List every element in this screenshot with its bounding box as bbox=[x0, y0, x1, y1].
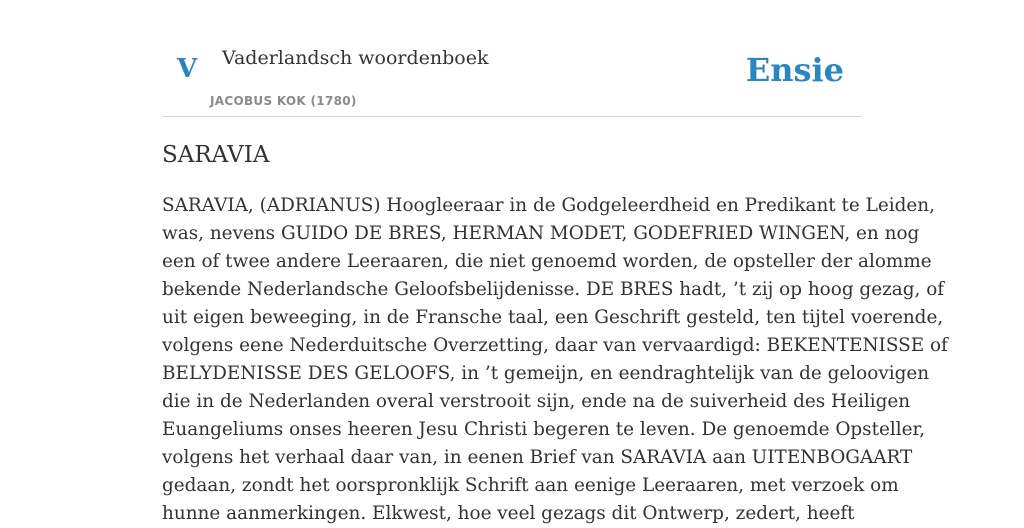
entry-text-line: bekende Nederlandsche Geloofsbelijdenisse. DE BRES hadt, ’t zij op hoog gezag, of bbox=[162, 279, 945, 300]
dictionary-letter-logo[interactable]: V bbox=[177, 54, 198, 84]
ensie-brand-logo[interactable]: Ensie bbox=[745, 51, 844, 89]
entry-text-line: SARAVIA, (ADRIANUS) Hoogleeraar in de Godgeleerdheid en Predikant te Leiden, bbox=[162, 195, 935, 216]
entry-text-line: Euangeliums onses heeren Jesu Christi begeren te leven. De genoemde Opsteller, bbox=[162, 419, 926, 440]
entry-text-line: gedaan, zondt het oorspronklijk Schrift aan eenige Leeraaren, met verzoek om bbox=[162, 475, 899, 496]
entry-text-line: BELYDENISSE DES GELOOFS, in ’t gemeijn, en eendraghtelijk van de geloovigen bbox=[162, 363, 930, 384]
entry-text-line: die in de Nederlanden overal verstrooit sijn, ende na de suiverheid des Heiligen bbox=[162, 391, 911, 412]
entry-text-line: volgens het verhaal daar van, in eenen Brief van SARAVIA aan UITENBOGAART bbox=[162, 447, 913, 468]
entry-title: SARAVIA bbox=[162, 142, 270, 168]
entry-text-line: volgens eene Nederduitsche Overzetting, daar van vervaardigd: BEKENTENISSE of bbox=[162, 335, 948, 356]
entry-text-line: hunne aanmerkingen. Elkwest, hoe veel gezags dit Ontwerp, zedert, heeft bbox=[162, 503, 855, 524]
page-header bbox=[162, 0, 862, 117]
dictionary-author: JACOBUS KOK (1780) bbox=[210, 94, 357, 108]
entry-text-line: uit eigen beweeging, in de Fransche taal, een Geschrift gesteld, ten tijtel voerende, bbox=[162, 307, 944, 328]
entry-text-line: was, nevens GUIDO DE BRES, HERMAN MODET, GODEFRIED WINGEN, en nog bbox=[162, 223, 920, 244]
entry-text-line: een of twee andere Leeraaren, die niet genoemd worden, de opsteller der alomme bbox=[162, 251, 932, 272]
entry-body bbox=[162, 192, 948, 528]
dictionary-title-link[interactable]: Vaderlandsch woordenboek bbox=[222, 47, 489, 69]
